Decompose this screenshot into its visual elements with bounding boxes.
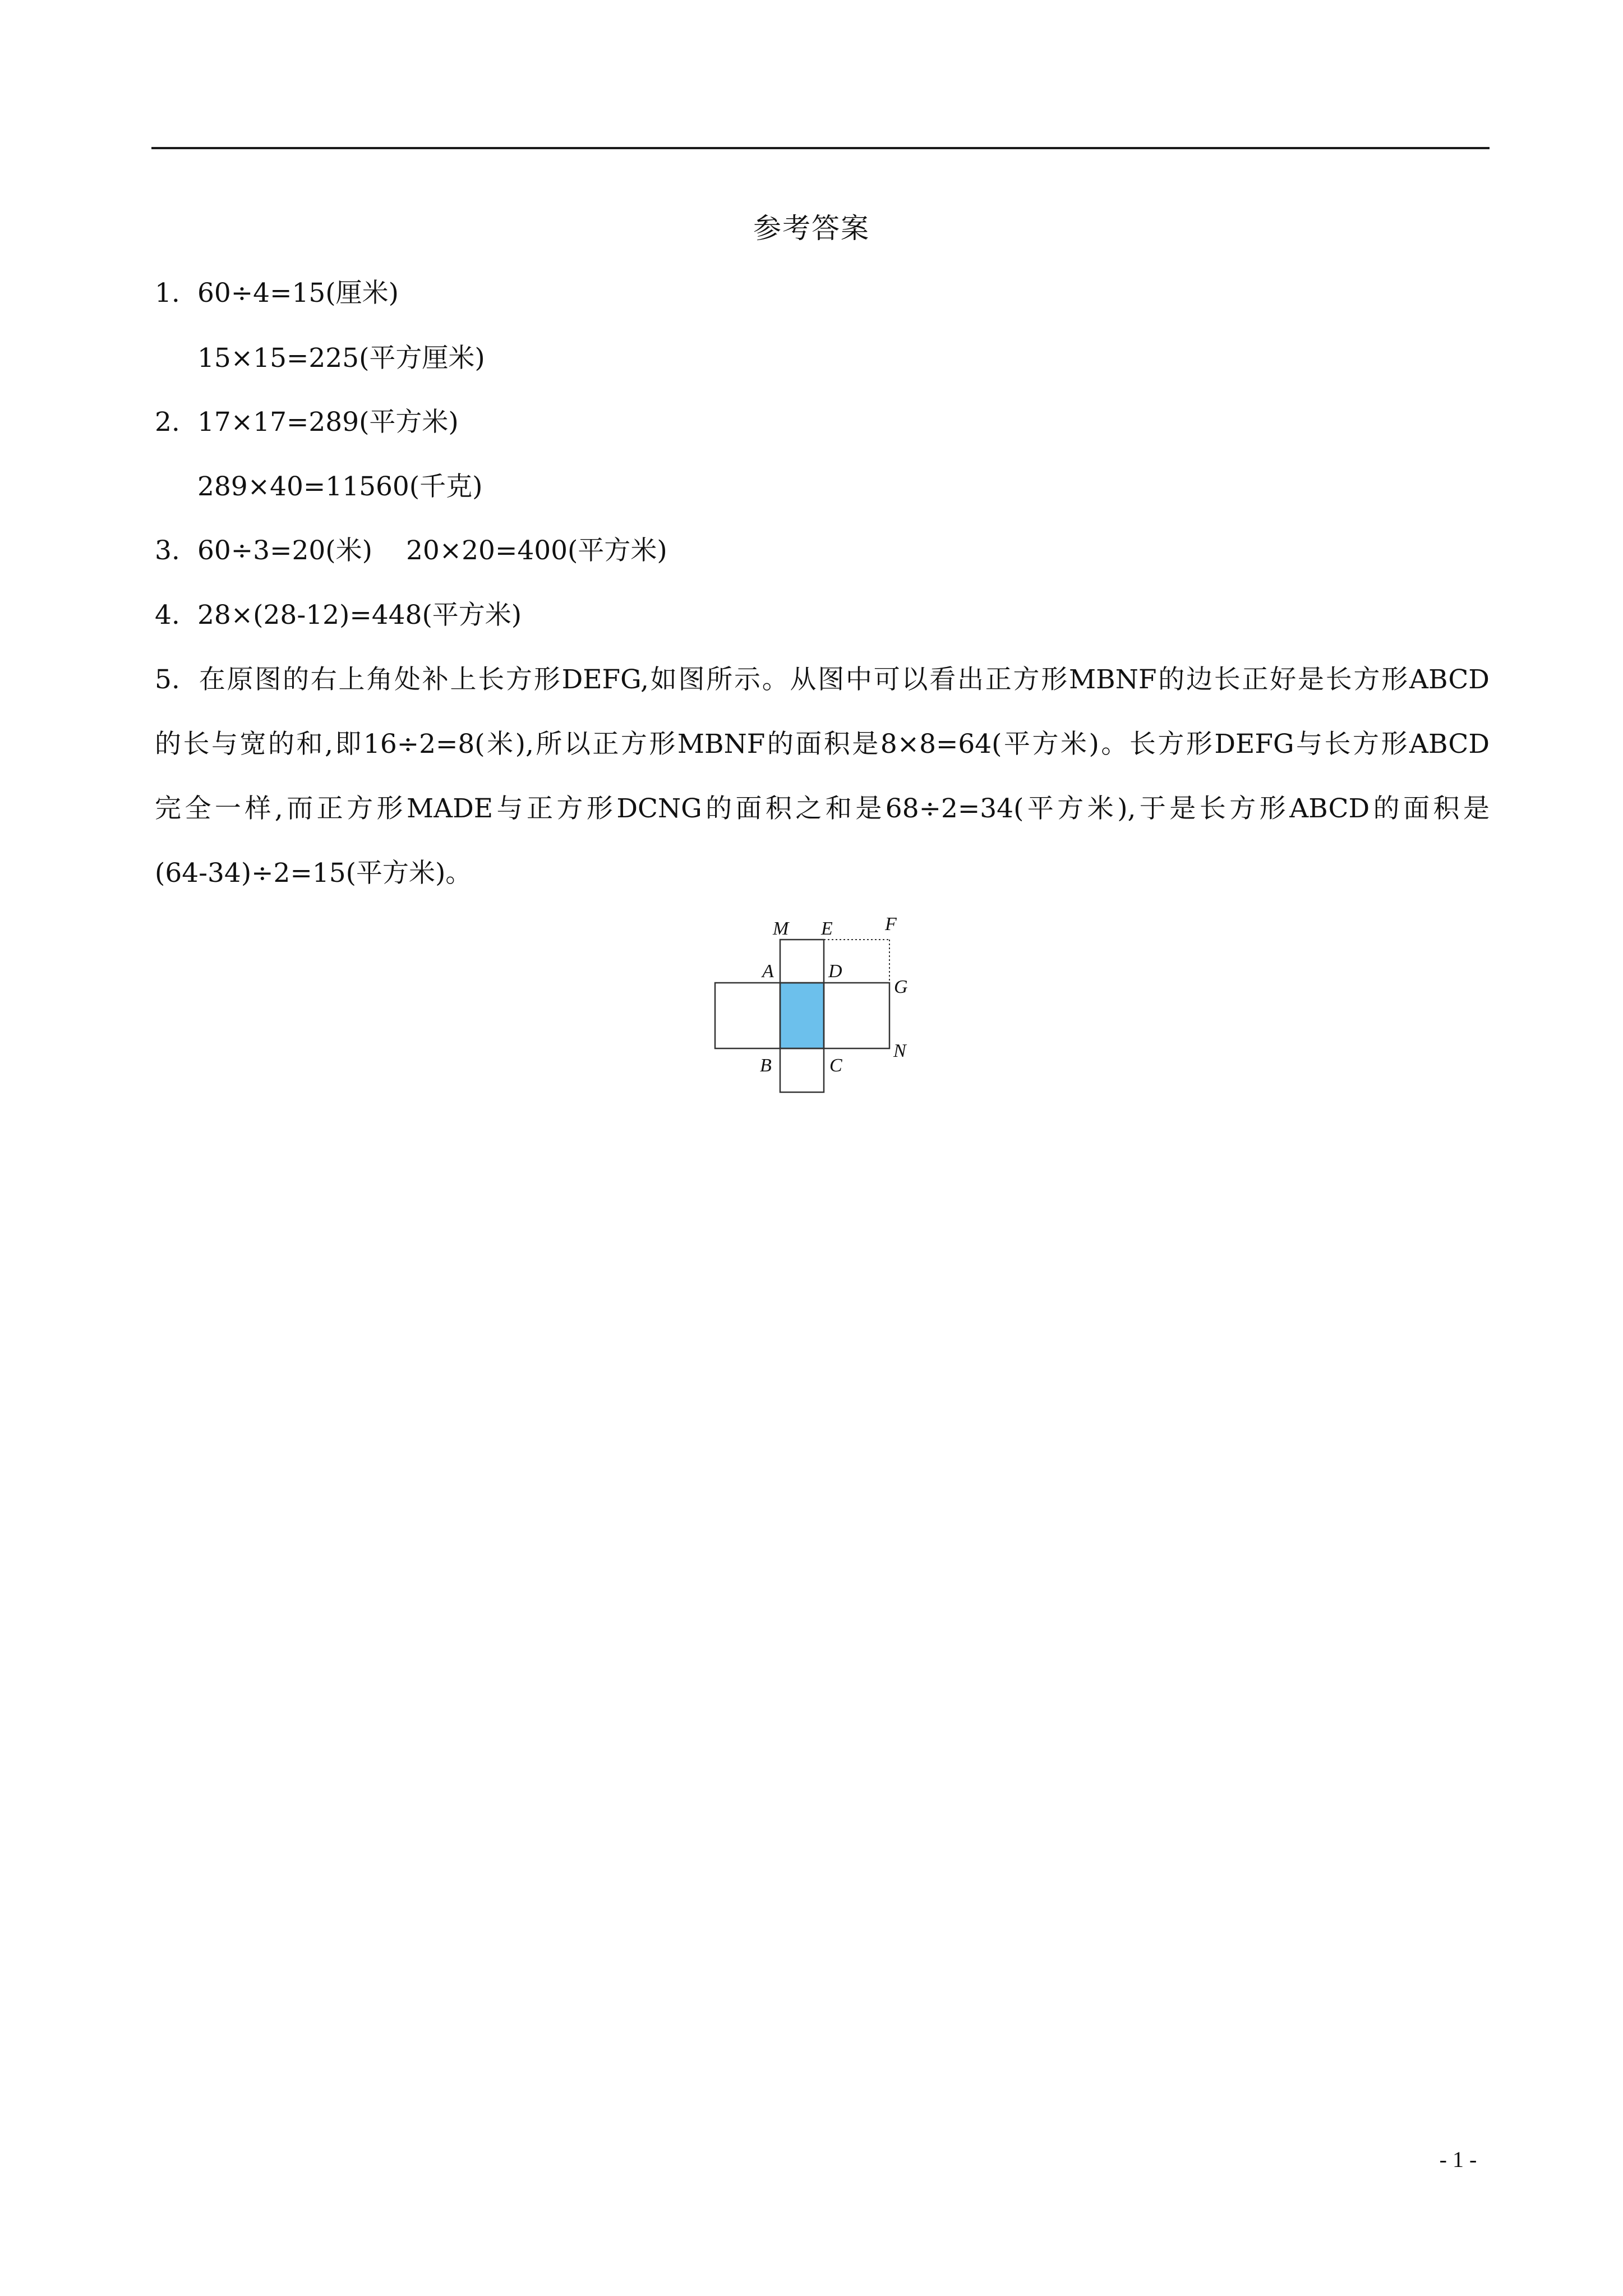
label-e: E	[821, 918, 833, 939]
answer-4-number: 4.	[155, 600, 180, 631]
answer-5-line-3: 完全一样,而正方形MADE与正方形DCNG的面积之和是68÷2=34(平方米),于是长方形ABCD的面积是	[155, 793, 1490, 824]
answer-1-line-1	[155, 274, 399, 313]
answer-4-text: 28×(28-12)=448(平方米)	[197, 600, 522, 631]
answer-4-line	[155, 596, 522, 635]
answer-5-number: 5.	[155, 664, 180, 695]
answer-3-part-2: 20×20=400(平方米)	[405, 535, 667, 566]
answer-2-number: 2.	[155, 407, 180, 438]
answer-2-line-2: 289×40=11560(千克)	[197, 471, 483, 502]
label-n: N	[893, 1041, 906, 1061]
label-g: G	[894, 977, 908, 997]
label-c: C	[829, 1055, 842, 1076]
answer-3-part-1: 60÷3=20(米)	[197, 535, 372, 566]
figure-svg	[704, 909, 928, 1099]
label-d: D	[828, 961, 842, 982]
answer-5-line-1	[155, 660, 1490, 700]
answer-5-line-4: (64-34)÷2=15(平方米)。	[155, 858, 472, 889]
label-b: B	[760, 1055, 772, 1076]
header-rule	[151, 147, 1490, 149]
rectangle-abcd-fill	[780, 983, 824, 1048]
answer-5-text-1: 在原图的右上角处补上长方形DEFG,如图所示。从图中可以看出正方形MBNF的边长正好是长方形ABCD	[197, 664, 1490, 695]
answer-3-number: 3.	[155, 535, 180, 566]
answer-2-line-1	[155, 403, 459, 442]
page-title: 参考答案	[753, 212, 870, 245]
label-a: A	[762, 961, 774, 982]
answer-1-line-2: 15×15=225(平方厘米)	[197, 343, 485, 374]
label-f: F	[885, 914, 897, 935]
label-m: M	[773, 918, 789, 939]
answer-3-line	[155, 531, 667, 570]
page-number: - 1 -	[1439, 2147, 1477, 2172]
answer-5-line-2: 的长与宽的和,即16÷2=8(米),所以正方形MBNF的面积是8×8=64(平方米)。长方形DEFG与长方形ABCD	[155, 729, 1490, 760]
answer-1-number: 1.	[155, 278, 180, 309]
answer-2-text: 17×17=289(平方米)	[197, 407, 459, 438]
cross-shape-figure	[704, 909, 928, 1099]
answer-1-text: 60÷4=15(厘米)	[197, 278, 399, 309]
